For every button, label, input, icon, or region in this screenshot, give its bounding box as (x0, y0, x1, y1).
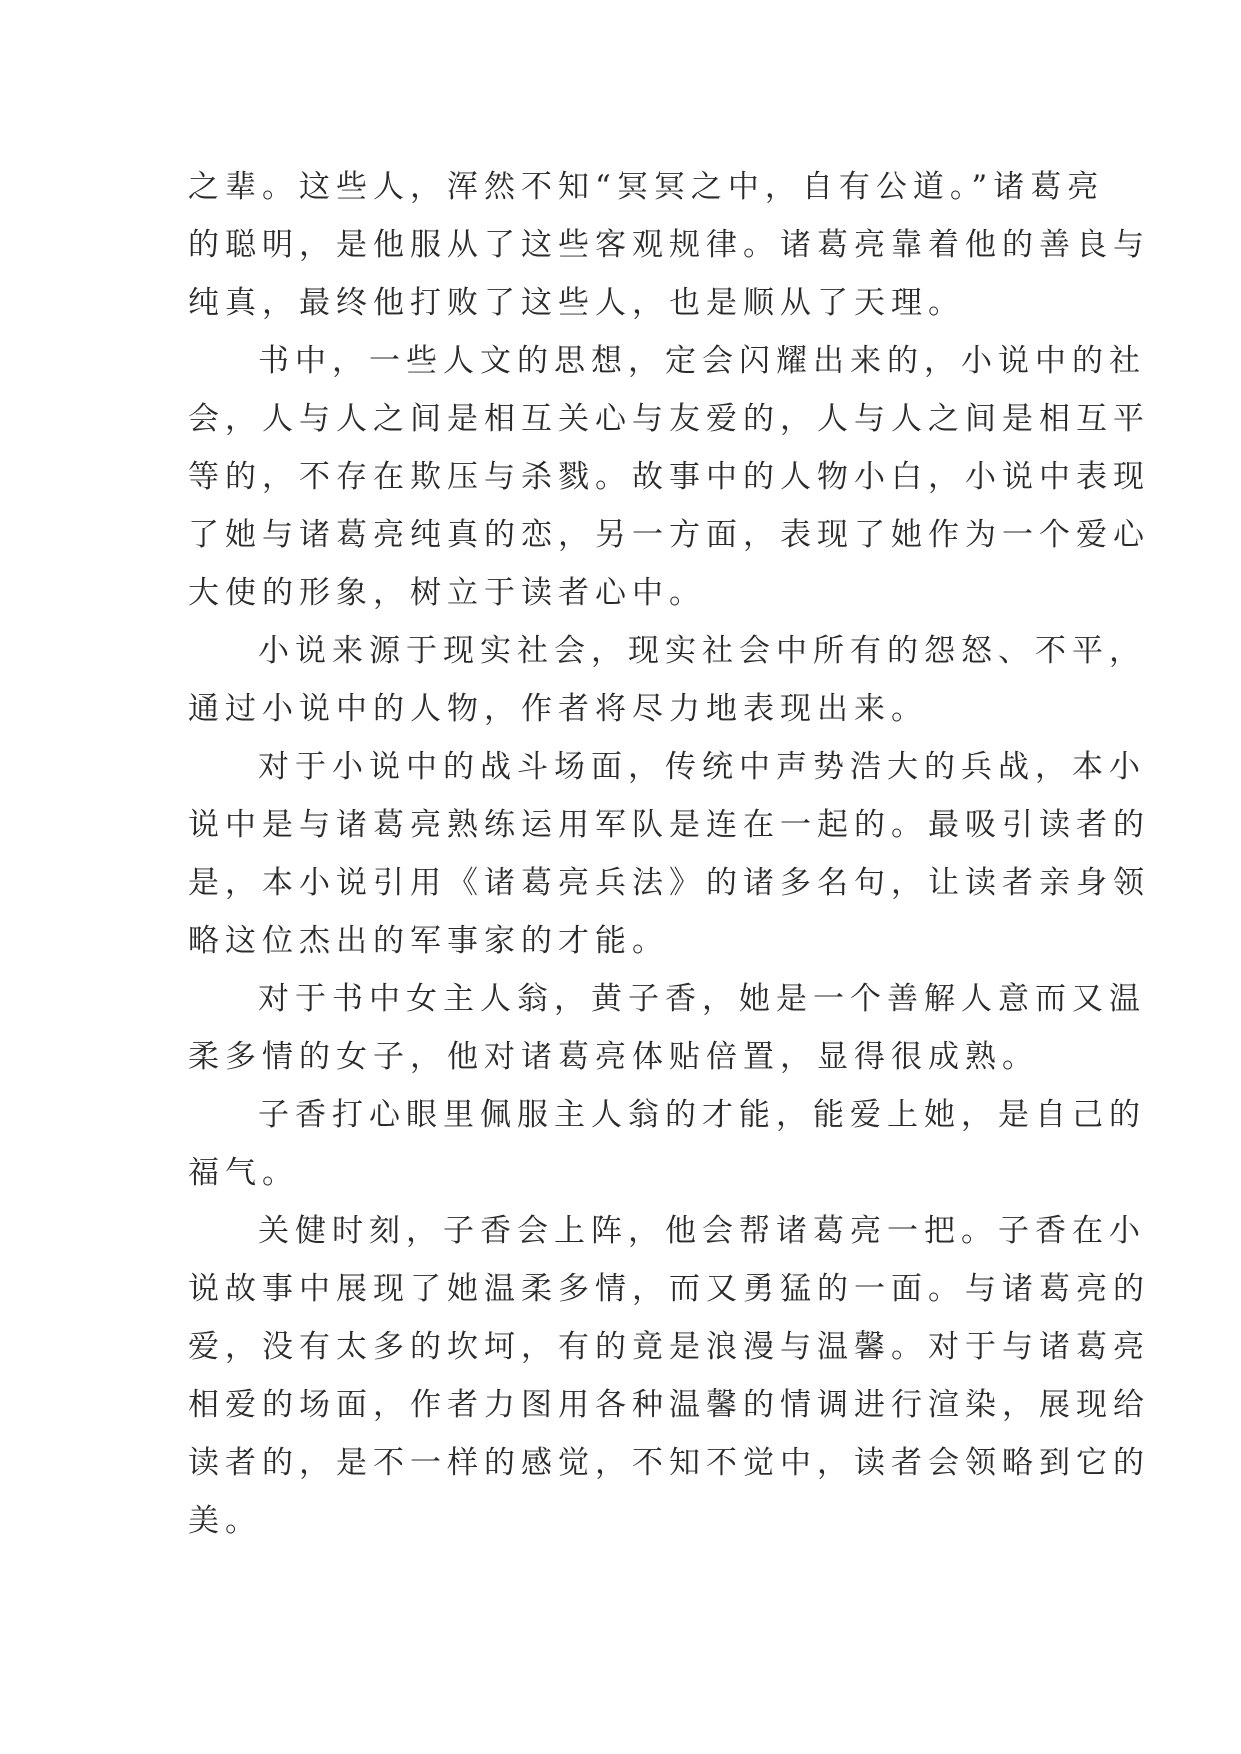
text-line: 会，人与人之间是相互关心与友爱的，人与人之间是相互平 (188, 401, 1150, 437)
text-line: 读者的，是不一样的感觉，不知不觉中，读者会领略到它的 (188, 1445, 1150, 1481)
paragraph-first-line: 对于书中女主人翁，黄子香，她是一个善解人意而又温 (258, 981, 1146, 1017)
paragraph-first-line: 子香打心眼里佩服主人翁的才能，能爱上她，是自己的 (258, 1097, 1146, 1133)
text-line: 是，本小说引用《诸葛亮兵法》的诸多名句，让读者亲身领 (188, 865, 1150, 901)
document-body (188, 158, 1150, 1550)
text-line: 相爱的场面，作者力图用各种温馨的情调进行渲染，展现给 (188, 1387, 1150, 1423)
paragraph-first-line: 关健时刻，子香会上阵，他会帮诸葛亮一把。子香在小 (258, 1213, 1146, 1249)
paragraph-first-line: 小说来源于现实社会，现实社会中所有的怨怒、不平， (258, 633, 1146, 669)
text-line: 美。 (188, 1503, 262, 1539)
text-line: 的聪明，是他服从了这些客观规律。诸葛亮靠着他的善良与 (188, 227, 1150, 263)
text-line: 爱，没有太多的坎坷，有的竟是浪漫与温馨。对于与诸葛亮 (188, 1329, 1150, 1365)
paragraph-first-line: 书中，一些人文的思想，定会闪耀出来的，小说中的社 (258, 343, 1146, 379)
text-line: 了她与诸葛亮纯真的恋，另一方面，表现了她作为一个爱心 (188, 517, 1150, 553)
paragraph-first-line: 对于小说中的战斗场面，传统中声势浩大的兵战，本小 (258, 749, 1146, 785)
text-line: 等的，不存在欺压与杀戮。故事中的人物小白，小说中表现 (188, 459, 1150, 495)
text-line: 之辈。这些人，浑然不知“冥冥之中，自有公道。”诸葛亮 (188, 169, 1105, 205)
text-line: 说故事中展现了她温柔多情，而又勇猛的一面。与诸葛亮的 (188, 1271, 1150, 1307)
text-line: 纯真，最终他打败了这些人，也是顺从了天理。 (188, 285, 965, 321)
text-line: 柔多情的女子，他对诸葛亮体贴倍置，显得很成熟。 (188, 1039, 1039, 1075)
text-line: 大使的形象，树立于读者心中。 (188, 575, 706, 611)
text-line: 说中是与诸葛亮熟练运用军队是连在一起的。最吸引读者的 (188, 807, 1150, 843)
text-line: 通过小说中的人物，作者将尽力地表现出来。 (188, 691, 928, 727)
text-line: 略这位杰出的军事家的才能。 (188, 923, 669, 959)
text-line: 福气。 (188, 1155, 299, 1191)
